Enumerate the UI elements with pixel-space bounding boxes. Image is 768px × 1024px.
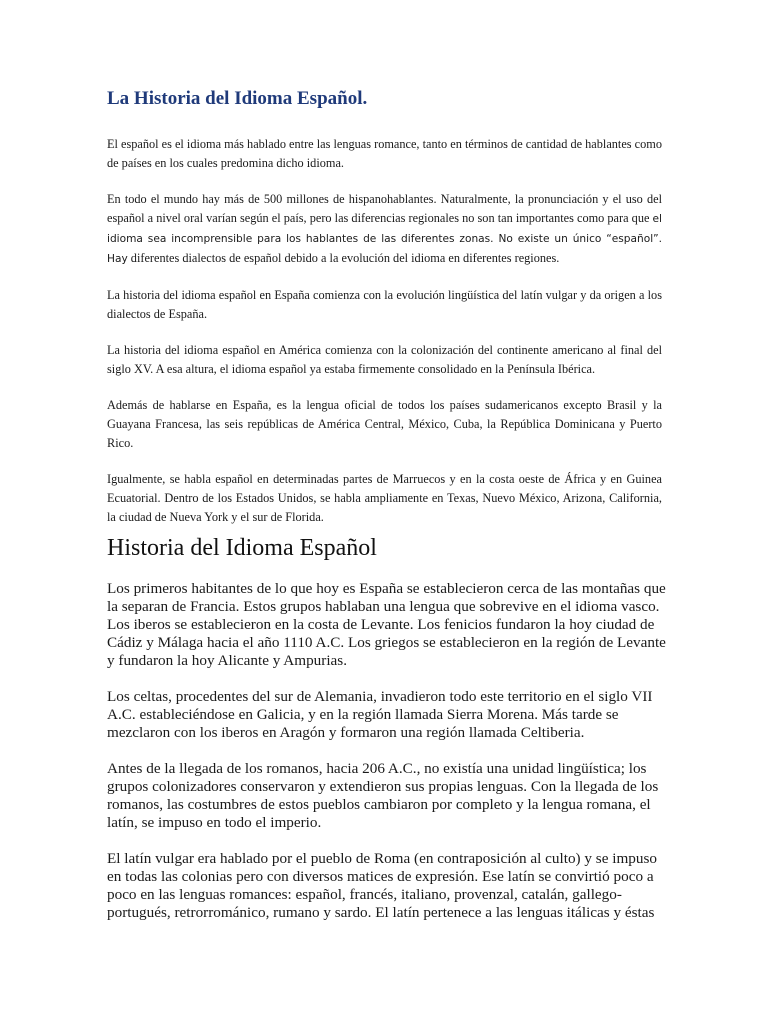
section2-paragraph-3: Antes de la llegada de los romanos, hacia 206 A.C., no existía una unidad lingüística; los grupos colonizadores conservaron y extendieron sus propias lenguas. Con la llegada de los romanos, las costumbres de estos pueblos cambiaron por completo y la lengua romana, el latín, se impuso en todo el imperio. — [107, 760, 659, 831]
section1-paragraph-3: La historia del idioma español en España comienza con la evolución lingüística del latín vulgar y da origen a los dialectos de España. — [107, 288, 662, 321]
section1-title: La Historia del Idioma Español. — [107, 88, 368, 109]
section2-paragraph-1: Los primeros habitantes de lo que hoy es España se establecieron cerca de las montañas que la separan de Francia. Estos grupos hablaban una lengua que sobrevive en el idioma vasco. Los iberos se establecieron en la costa de Levante. Los fenicios fundaron la hoy ciudad de Cádiz y Málaga hacia el año 1110 A.C. Los griegos se establecieron en la región de Levante y fundaron la hoy Alicante y Ampurias. — [107, 580, 666, 669]
section1-body — [107, 135, 662, 544]
section2-paragraph-2: Los celtas, procedentes del sur de Alemania, invadieron todo este territorio en el siglo VII A.C. estableciéndose en Galicia, y en la región llamada Sierra Morena. Más tarde se mezclaron con los iberos en Aragón y formaron una región llamada Celtiberia. — [107, 688, 653, 741]
section2-title: Historia del Idioma Español — [107, 535, 377, 561]
section1-paragraph-1: El español es el idioma más hablado entre las lenguas romance, tanto en términos de cantidad de hablantes como de países en los cuales predomina dicho idioma. — [107, 137, 662, 170]
paragraph-2-text-c: diferentes dialectos de español debido a la evolución del idioma en diferentes regiones. — [127, 251, 560, 265]
paragraph-2-text-b: el idioma sea incomprensible para los hablantes de las diferentes zonas. No existe un único “español”. Hay — [107, 213, 662, 265]
section1-paragraph-2 — [107, 190, 662, 269]
section2-body — [107, 580, 667, 940]
section1-paragraph-5: Además de hablarse en España, es la lengua oficial de todos los países sudamericanos excepto Brasil y la Guayana Francesa, las seis repúblicas de América Central, México, Cuba, la República Dominicana y Puerto Rico. — [107, 398, 662, 450]
paragraph-2-text-a: En todo el mundo hay más de 500 millones de hispanohablantes. Naturalmente, la pronunciación y el uso del español a nivel oral varían según el país, pero las diferencias regionales no son tan importantes como para que — [107, 192, 662, 225]
section2-paragraph-4: El latín vulgar era hablado por el pueblo de Roma (en contraposición al culto) y se impuso en todas las colonias pero con diversos matices de expresión. Ese latín se convirtió poco a poco en las lenguas romances: español, francés, italiano, provenzal, catalán, gallego-portugués, retrorrománico, rumano y sardo. El latín pertenece a las lenguas itálicas y éstas — [107, 850, 657, 921]
section1-paragraph-4: La historia del idioma español en América comienza con la colonización del continente americano al final del siglo XV. A esa altura, el idioma español ya estaba firmemente consolidado en la Península Ibérica. — [107, 343, 662, 376]
section1-paragraph-6: Igualmente, se habla español en determinadas partes de Marruecos y en la costa oeste de África y en Guinea Ecuatorial. Dentro de los Estados Unidos, se habla ampliamente en Texas, Nuevo México, Arizona, California, la ciudad de Nueva York y el sur de Florida. — [107, 472, 662, 524]
